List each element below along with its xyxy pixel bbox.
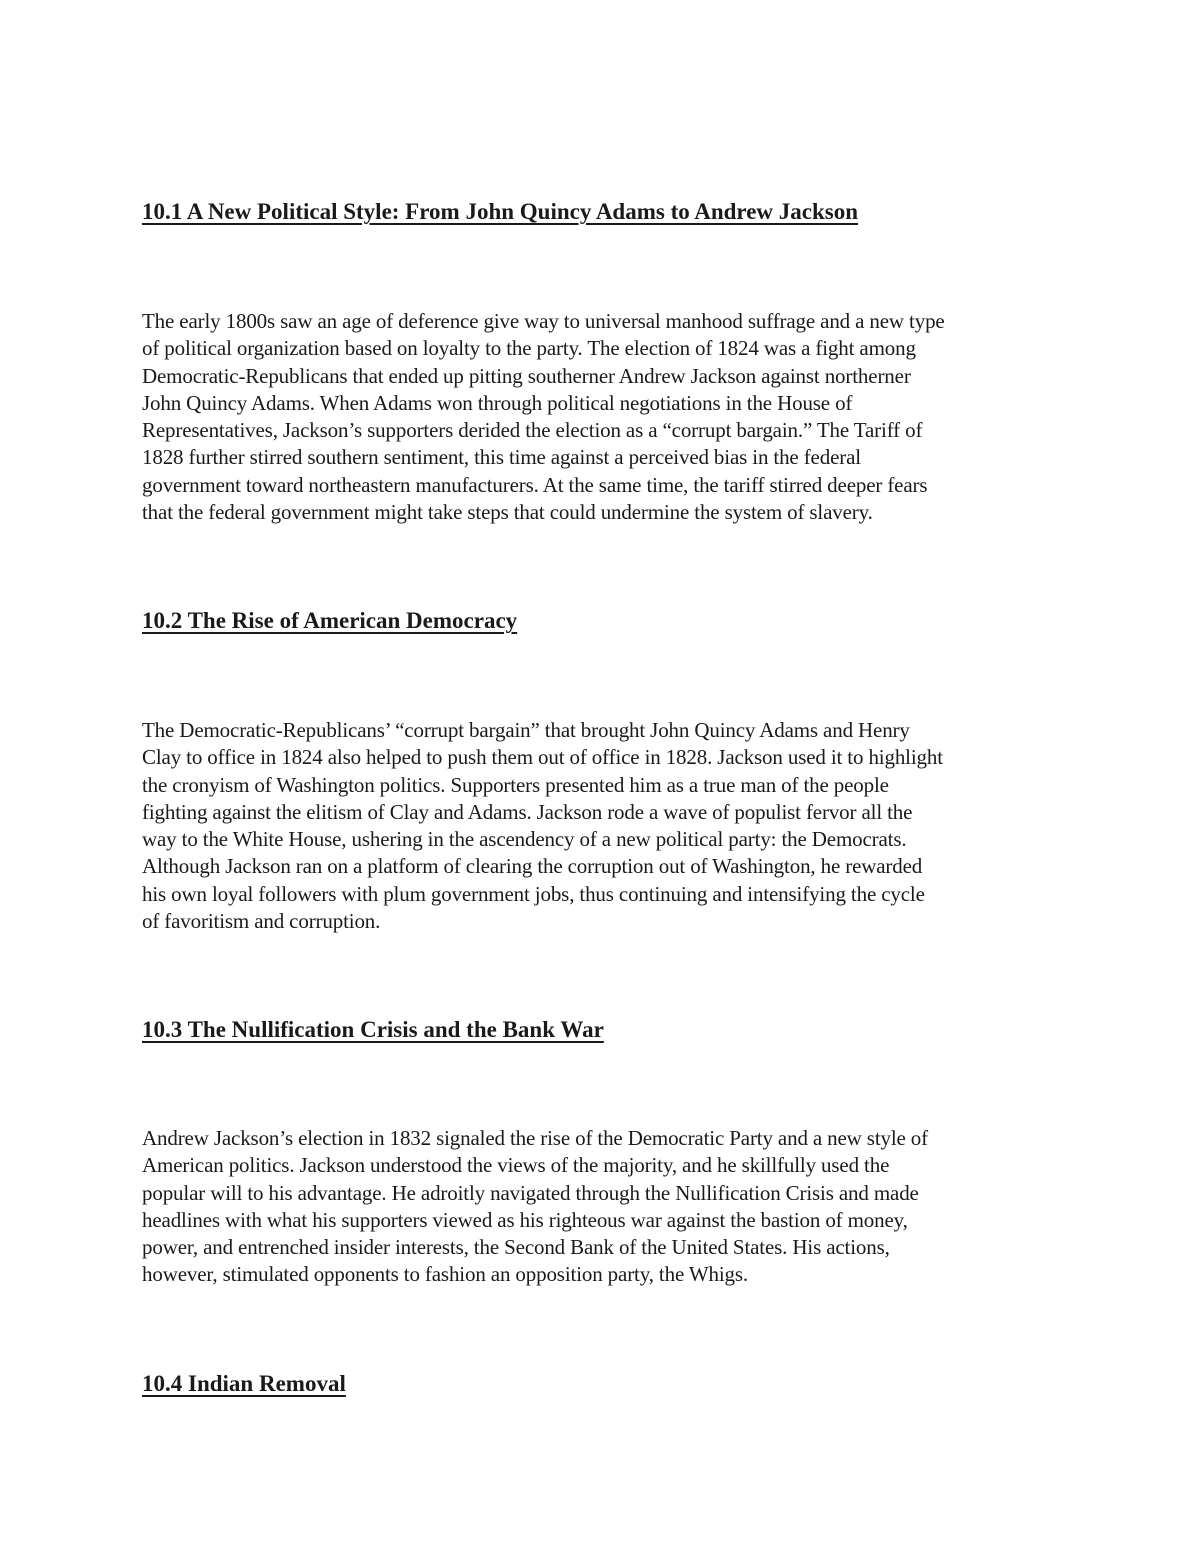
paragraph-line: fighting against the elitism of Clay and Adams. Jackson rode a wave of populist fervor all the — [142, 799, 913, 824]
paragraph-line: that the federal government might take steps that could undermine the system of slavery. — [142, 500, 873, 525]
paragraph-line: Andrew Jackson’s election in 1832 signaled the rise of the Democratic Party and a new style of — [142, 1126, 929, 1150]
paragraph-line: headlines with what his supporters viewed as his righteous war against the bastion of money, — [142, 1207, 908, 1232]
section-heading-10-2: 10.2 The Rise of American Democracy — [142, 608, 518, 633]
paragraph-line: The early 1800s saw an age of deference give way to universal manhood suffrage and a new type — [142, 309, 945, 333]
paragraph-line: The Democratic-Republicans’ “corrupt bargain” that brought John Quincy Adams and Henry — [142, 718, 910, 742]
paragraph-line: of favoritism and corruption. — [142, 909, 381, 934]
paragraph-line: American politics. Jackson understood the views of the majority, and he skillfully used the — [142, 1153, 890, 1178]
paragraph-line: popular will to his advantage. He adroitly navigated through the Nullification Crisis and made — [142, 1180, 919, 1205]
section-heading-10-1: 10.1 A New Political Style: From John Quincy Adams to Andrew Jackson — [142, 199, 859, 224]
section-heading-10-3: 10.3 The Nullification Crisis and the Bank War — [142, 1017, 604, 1042]
paragraph-line: however, stimulated opponents to fashion an opposition party, the Whigs. — [142, 1262, 749, 1287]
section-paragraph-10-2 — [142, 717, 1072, 935]
paragraph-line: 1828 further stirred southern sentiment, this time against a perceived bias in the federal — [142, 445, 861, 470]
paragraph-line: Clay to office in 1824 also helped to push them out of office in 1828. Jackson used it to highlight — [142, 745, 943, 770]
paragraph-line: John Quincy Adams. When Adams won through political negotiations in the House of — [142, 390, 853, 415]
paragraph-line: Representatives, Jackson’s supporters derided the election as a “corrupt bargain.” The Tariff of — [142, 418, 923, 443]
paragraph-line: government toward northeastern manufacturers. At the same time, the tariff stirred deeper fears — [142, 472, 928, 497]
paragraph-line: his own loyal followers with plum government jobs, thus continuing and intensifying the cycle — [142, 881, 925, 906]
paragraph-line: Democratic-Republicans that ended up pitting southerner Andrew Jackson against northerner — [142, 363, 911, 388]
paragraph-line: way to the White House, ushering in the ascendency of a new political party: the Democrats. — [142, 827, 907, 852]
paragraph-line: Although Jackson ran on a platform of clearing the corruption out of Washington, he rewarded — [142, 854, 923, 879]
section-paragraph-10-1 — [142, 308, 1072, 526]
paragraph-line: power, and entrenched insider interests, the Second Bank of the United States. His actions, — [142, 1235, 890, 1260]
section-heading-10-4: 10.4 Indian Removal — [142, 1371, 346, 1396]
section-paragraph-10-3 — [142, 1125, 1072, 1289]
paragraph-line: of political organization based on loyalty to the party. The election of 1824 was a fight among — [142, 336, 916, 361]
paragraph-line: the cronyism of Washington politics. Supporters presented him as a true man of the people — [142, 772, 889, 797]
